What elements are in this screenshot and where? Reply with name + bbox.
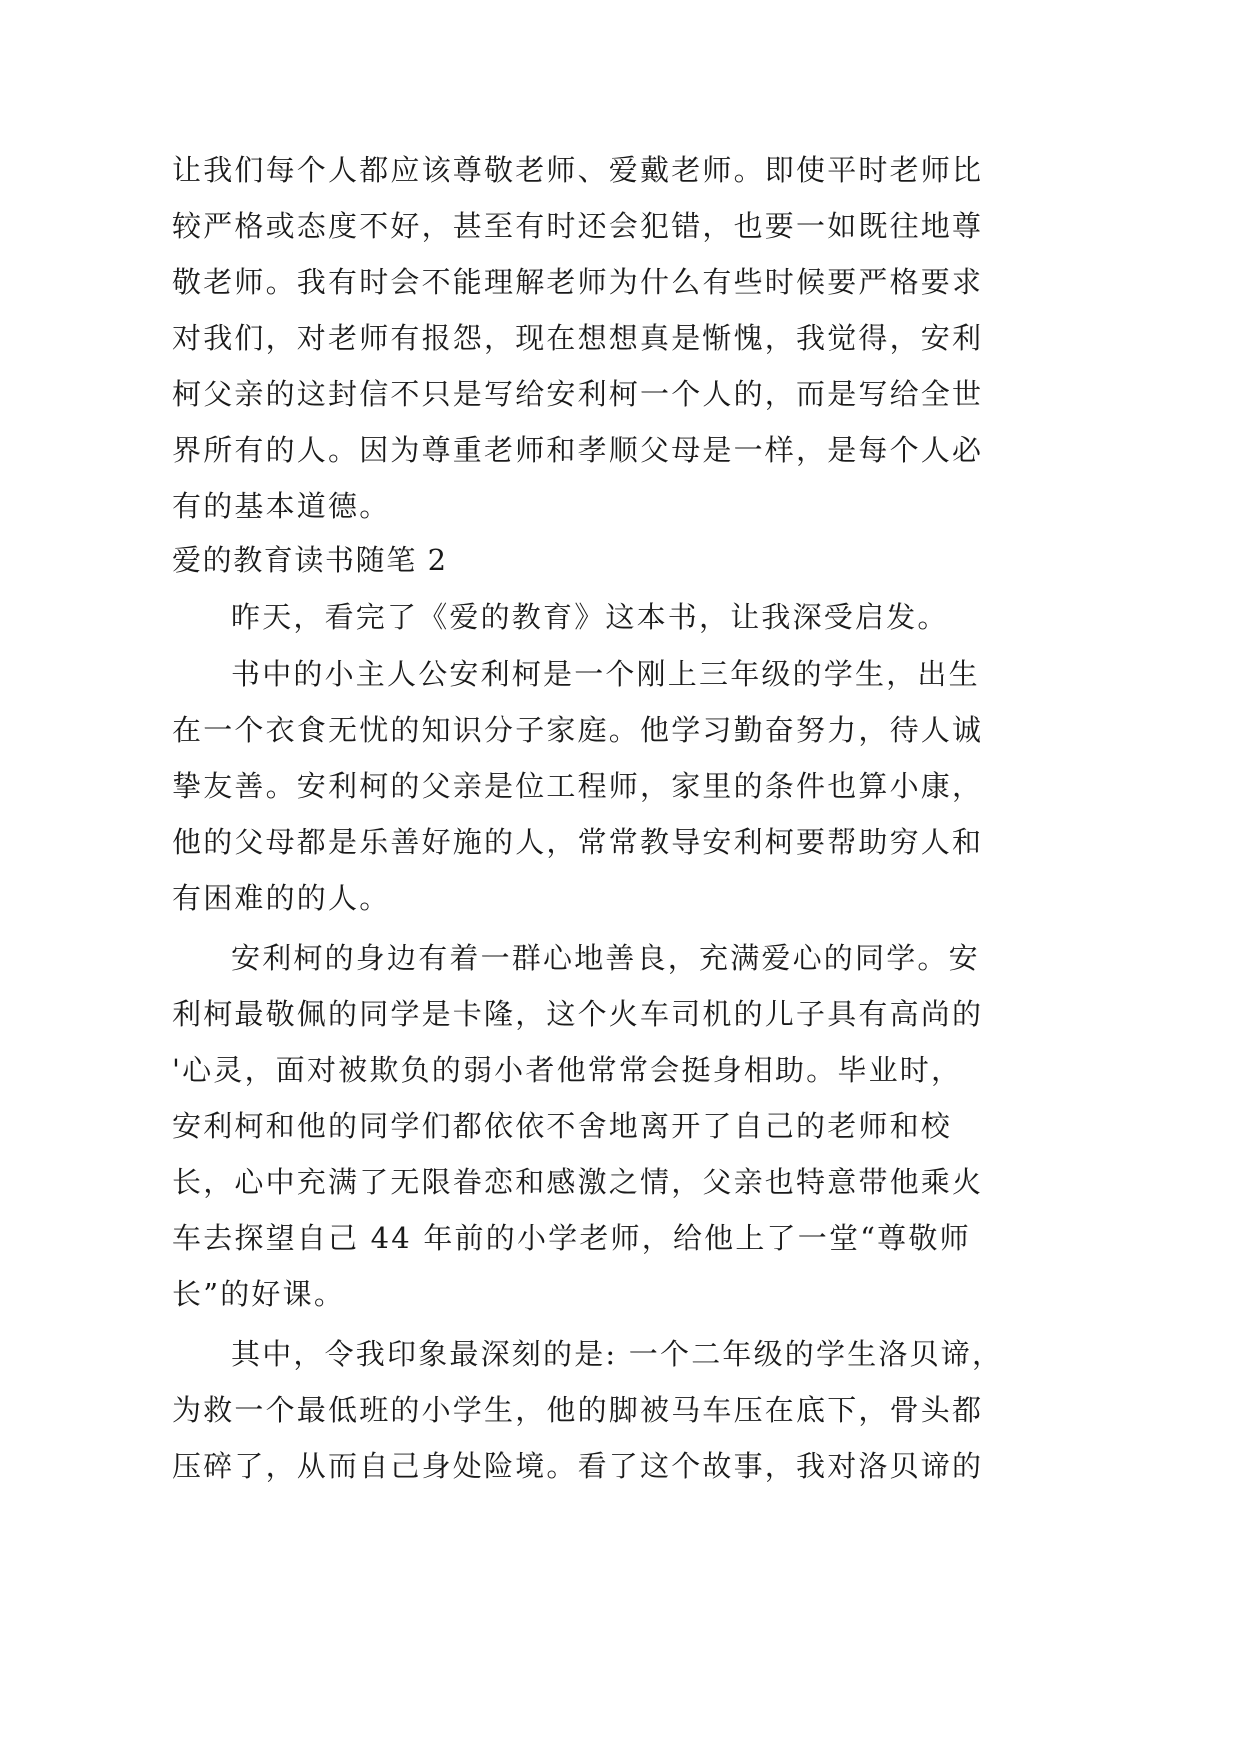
text-line: 安利柯的身边有着一群心地善良，充满爱心的同学。安 — [231, 941, 980, 975]
text-line: 在一个衣食无忧的知识分子家庭。他学习勤奋努力，待人诚 — [172, 713, 984, 747]
text-line: 有困难的的人。 — [172, 881, 391, 915]
text-line: 利柯最敬佩的同学是卡隆，这个火车司机的儿子具有高尚的 — [172, 997, 984, 1031]
text-line: 书中的小主人公安利柯是一个刚上三年级的学生，出生 — [231, 657, 980, 691]
text-line: 让我们每个人都应该尊敬老师、爱戴老师。即使平时老师比 — [172, 153, 984, 187]
text-line: 柯父亲的这封信不只是写给安利柯一个人的，而是写给全世 — [172, 377, 984, 411]
text-line: 其中，令我印象最深刻的是: 一个二年级的学生洛贝谛， — [231, 1337, 1004, 1371]
section-heading: 爱的教育读书随笔 2 — [172, 543, 448, 577]
text-line: 界所有的人。因为尊重老师和孝顺父母是一样，是每个人必 — [172, 433, 984, 467]
text-line: 长”的好课。 — [172, 1277, 346, 1311]
text-line: 昨天，看完了《爱的教育》这本书，让我深受启发。 — [231, 600, 949, 634]
text-line: 较严格或态度不好，甚至有时还会犯错，也要一如既往地尊 — [172, 209, 984, 243]
text-line: 安利柯和他的同学们都依依不舍地离开了自己的老师和校 — [172, 1109, 953, 1143]
text-line: 车去探望自己 44 年前的小学老师，给他上了一堂“尊敬师 — [172, 1221, 971, 1255]
text-line: 为救一个最低班的小学生，他的脚被马车压在底下，骨头都 — [172, 1393, 984, 1427]
text-line: 挚友善。安利柯的父亲是位工程师，家里的条件也算小康， — [172, 769, 984, 803]
text-line: 他的父母都是乐善好施的人，常常教导安利柯要帮助穷人和 — [172, 825, 984, 859]
text-line: 有的基本道德。 — [172, 489, 391, 523]
text-line: 长，心中充满了无限眷恋和感激之情，父亲也特意带他乘火 — [172, 1165, 984, 1199]
text-line: '心灵，面对被欺负的弱小者他常常会挺身相助。毕业时， — [172, 1053, 963, 1087]
text-line: 对我们，对老师有报怨，现在想想真是惭愧，我觉得，安利 — [172, 321, 984, 355]
text-line: 压碎了，从而自己身处险境。看了这个故事，我对洛贝谛的 — [172, 1449, 984, 1483]
text-line: 敬老师。我有时会不能理解老师为什么有些时候要严格要求 — [172, 265, 984, 299]
